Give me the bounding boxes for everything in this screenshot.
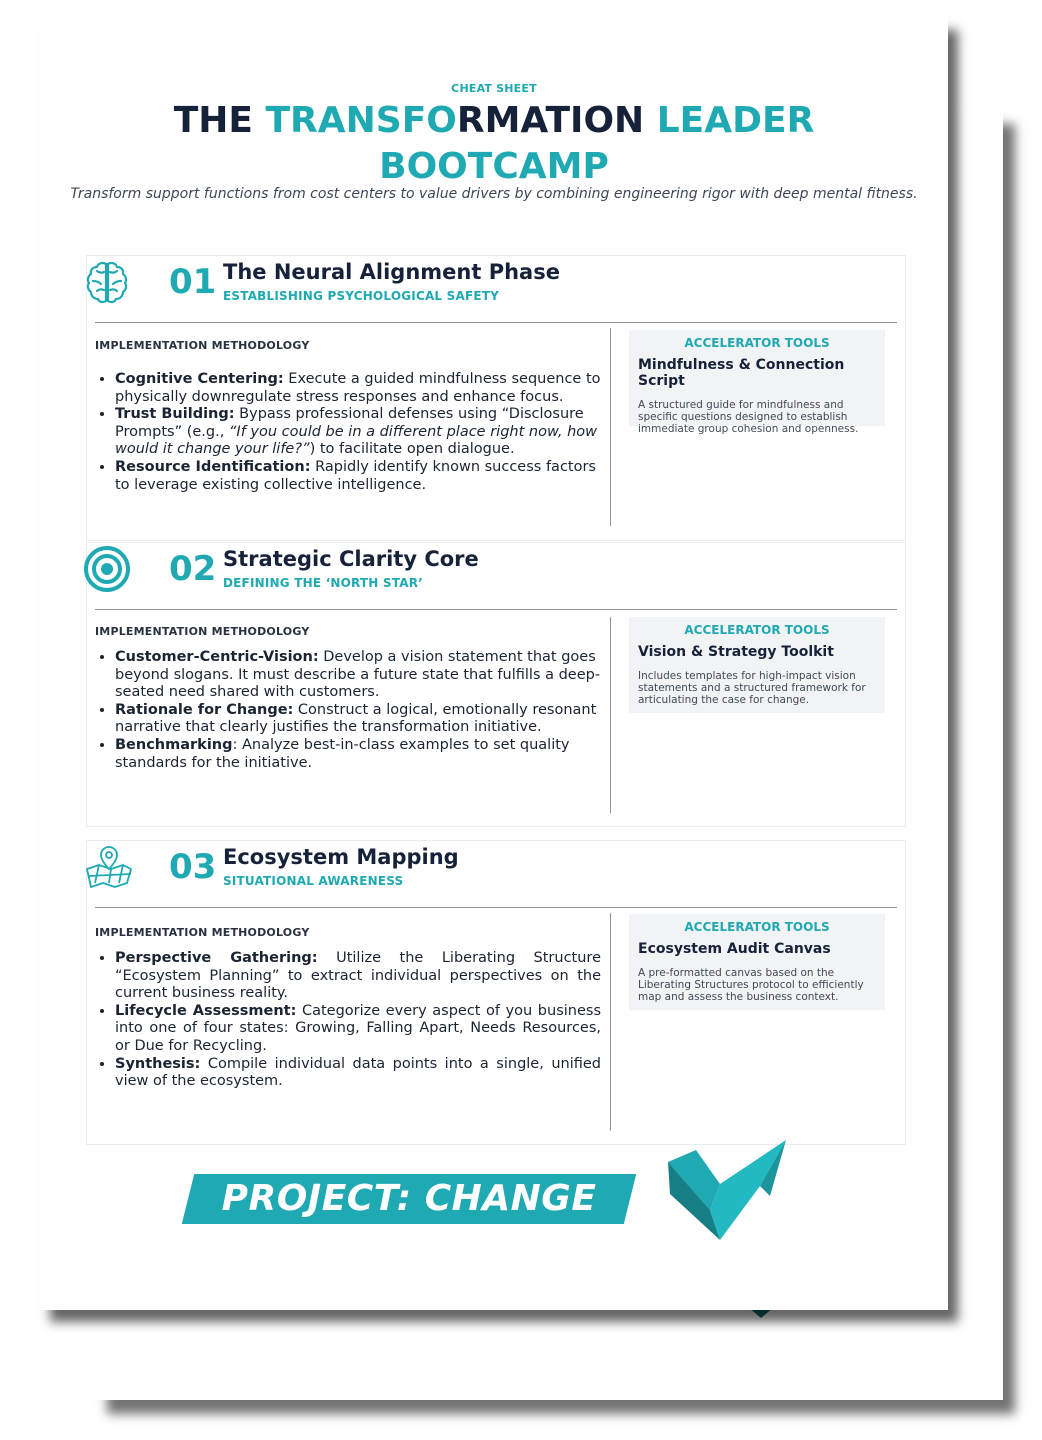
section-number: 03 [169,847,217,887]
item-text: ) to facilitate open dialogue. [309,441,515,458]
section-title: The Neural Alignment Phase [223,260,560,284]
section-number: 02 [169,549,217,589]
column-divider [610,913,611,1131]
section-divider [95,322,897,323]
item-text: Utilize the Liberating Structure “Ecosystem Planning” to extract individual perspectives on the current business reality. [115,950,601,1002]
item-term: Lifecycle Assessment: [115,1002,297,1019]
item-term: Resource Identification: [115,458,311,475]
list-item [115,1003,601,1056]
title-part: TRANSFO [265,100,457,141]
title-part: THE [173,100,266,141]
section-subtitle: ESTABLISHING PSYCHOLOGICAL SAFETY [223,289,500,303]
tools-label: ACCELERATOR TOOLS [684,920,830,934]
title-part: BOOTCAMP [379,146,609,187]
item-term: Trust Building: [115,406,235,423]
item-text: Compile individual data points into a single, unified view of the ecosystem. [115,1055,601,1090]
title-part: RMATION [456,100,657,141]
list-item [115,950,601,1003]
list-item [115,406,601,459]
column-divider [610,328,611,526]
tool-description: Includes templates for high-impact vision statements and a structured framework for articulating the case for change. [638,670,866,706]
section-title: Strategic Clarity Core [223,547,479,571]
list-item [115,1056,601,1091]
accelerator-tools-card [629,914,885,1010]
methodology-label: IMPLEMENTATION METHODOLOGY [95,625,310,638]
tool-name: Mindfulness & Connection Script [638,357,845,389]
item-term: Benchmarking [115,736,233,753]
item-term: Rationale for Change: [115,701,294,718]
item-text: : Analyze best-in-class examples to set quality standards for the initiative. [115,736,570,771]
banner-text: PROJECT: CHANGE [221,1178,597,1219]
accelerator-tools-card [629,617,885,713]
methodology-list [95,371,601,494]
section-title: Ecosystem Mapping [223,845,459,869]
item-text: Rapidly identify known success factors to leverage existing collective intelligence. [115,458,596,493]
section-02 [86,542,906,827]
section-03 [86,840,906,1145]
methodology-label: IMPLEMENTATION METHODOLOGY [95,926,310,939]
item-term: Synthesis: [115,1055,201,1072]
section-divider [95,609,897,610]
title-part: LEADER [656,100,815,141]
tool-description: A pre-formatted canvas based on the Liberating Structures protocol to efficiently map and assess the business context. [638,967,864,1003]
column-divider [610,617,611,813]
methodology-label: IMPLEMENTATION METHODOLOGY [95,339,310,352]
item-quote: “If you could be in a different place right now, how would it change your life?” [115,423,598,458]
section-subtitle: DEFINING THE ‘NORTH STAR’ [223,576,423,590]
list-item [115,371,601,406]
page-subtitle: Transform support functions from cost centers to value drivers by combining engineering rigor with deep mental fitness. [70,186,918,202]
item-term: Customer-Centric-Vision: [115,649,319,665]
cheat-sheet-page [40,18,948,1310]
section-01 [86,255,906,541]
map-pin-icon [81,843,137,891]
tools-label: ACCELERATOR TOOLS [684,336,830,350]
list-item [115,459,601,494]
item-term: Perspective Gathering: [115,950,318,966]
checkmark-logo-icon [662,1136,792,1246]
list-item [115,737,601,772]
item-term: Cognitive Centering: [115,371,284,387]
section-number: 01 [169,262,217,302]
brain-icon [83,258,131,306]
tools-label: ACCELERATOR TOOLS [684,623,830,637]
item-text: Develop a vision statement that goes beyond slogans. It must describe a future state that fulfills a deep-seated need shared with customers. [115,649,601,701]
accelerator-tools-card [629,330,885,435]
methodology-list [95,950,601,1091]
item-text: Execute a guided mindfulness sequence to physically downregulate stress responses and enhance focus. [115,371,601,405]
item-text: Categorize every aspect of you business into one of four states: Growing, Falling Apart, Needs Resources, or Due for Recycling. [115,1002,602,1054]
list-item [115,649,601,702]
list-item [115,702,601,737]
kicker: CHEAT SHEET [451,82,537,95]
tool-description: A structured guide for mindfulness and specific questions designed to establish immediate group cohesion and openness. [638,399,859,435]
page-title [40,98,948,190]
item-text: Construct a logical, emotionally resonant narrative that clearly justifies the transformation initiative. [115,701,597,736]
section-subtitle: SITUATIONAL AWARENESS [223,874,404,888]
methodology-list [95,649,601,772]
section-divider [95,907,897,908]
tool-name: Vision & Strategy Toolkit [638,644,834,660]
item-text: Bypass professional defenses using “Disclosure Prompts” (e.g., [115,406,584,440]
tool-name: Ecosystem Audit Canvas [638,941,831,957]
target-icon [83,545,131,593]
